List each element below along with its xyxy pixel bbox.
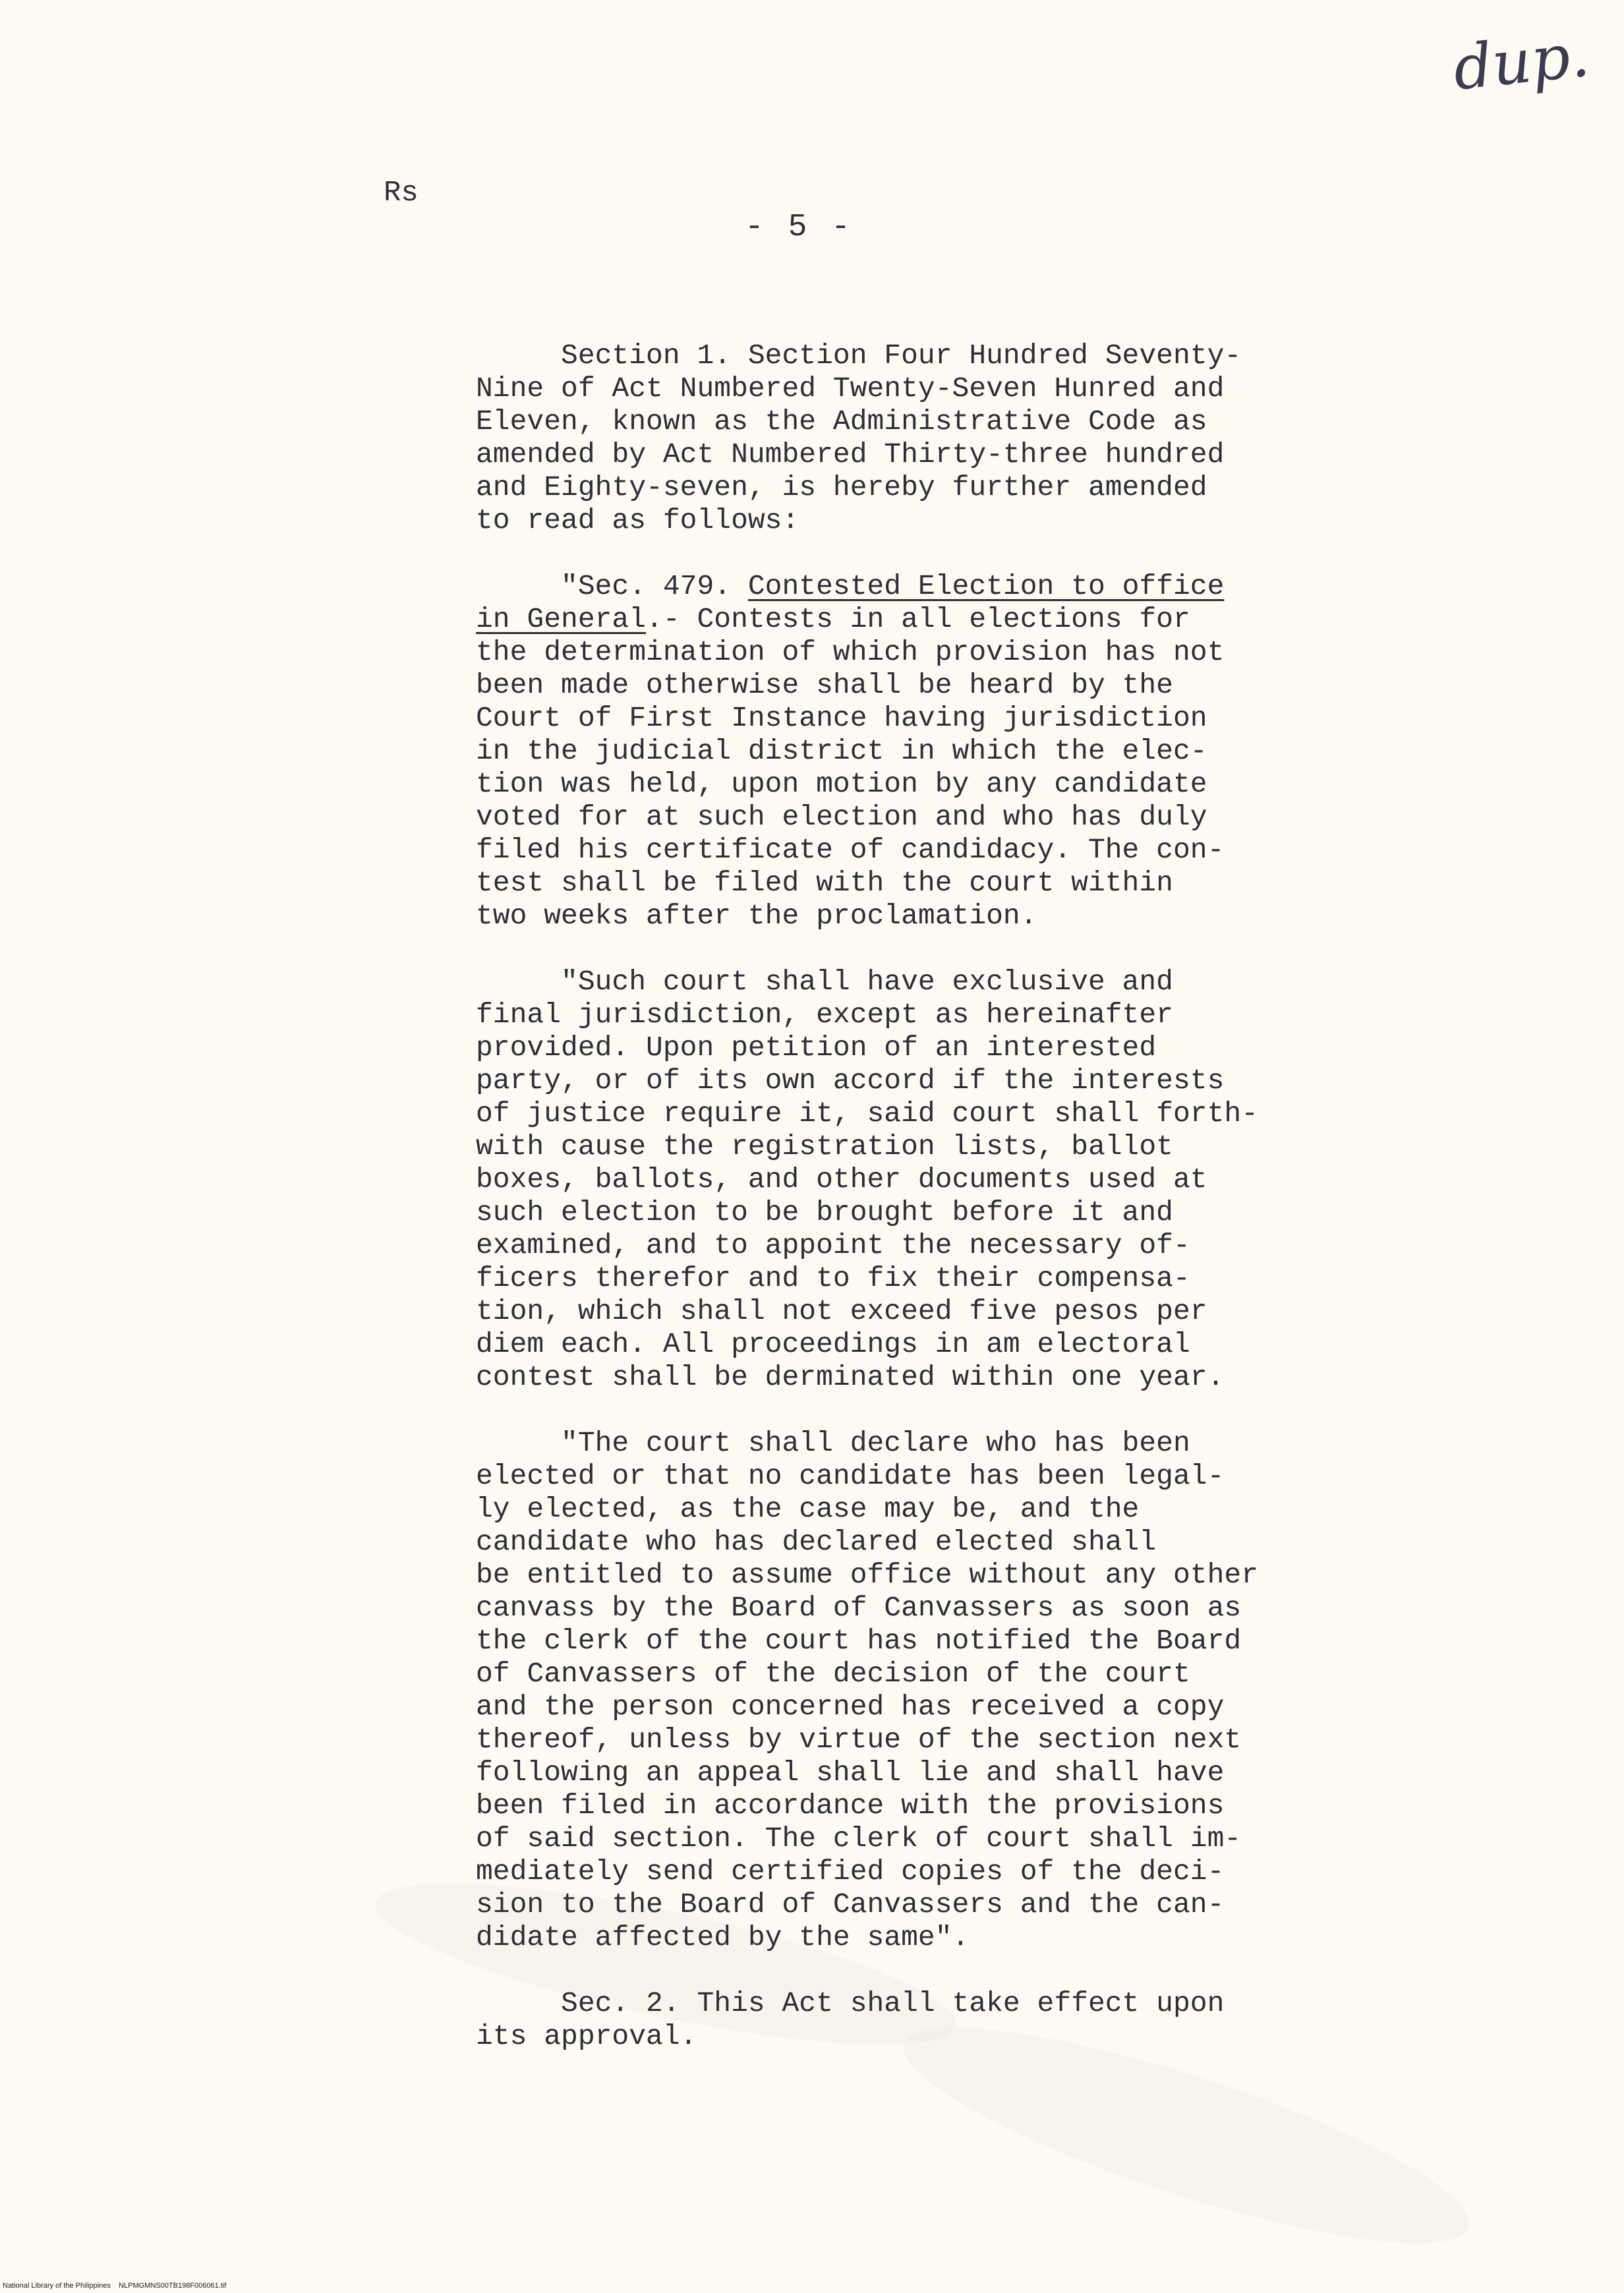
paragraph-court-jurisdiction xyxy=(476,966,1287,1394)
text-line: two weeks after the proclamation. xyxy=(476,900,1037,932)
text-line: diem each. All proceedings in am electoral xyxy=(476,1328,1190,1360)
text-line: provided. Upon petition of an interested xyxy=(476,1031,1157,1064)
text-line: party, or of its own accord if the interests xyxy=(476,1064,1225,1097)
page-number: - 5 - xyxy=(745,210,854,245)
text-line: Sec. 2. This Act shall take effect upon xyxy=(476,1987,1225,2019)
paragraph-court-declaration xyxy=(476,1427,1287,1954)
section-heading: Contested Election to office xyxy=(747,570,1225,602)
paragraph-section-1 xyxy=(476,339,1287,537)
text-line: canvass by the Board of Canvassers as soon as xyxy=(476,1592,1242,1624)
handwritten-note: dup. xyxy=(1449,19,1593,104)
text-line: the determination of which provision has not xyxy=(476,636,1225,668)
text-line: be entitled to assume office without any other xyxy=(476,1559,1258,1591)
text-line: with cause the registration lists, ballot xyxy=(476,1130,1173,1163)
section-heading-continued: in General xyxy=(476,603,647,635)
text-line: sion to the Board of Canvassers and the can- xyxy=(476,1888,1225,1921)
text-line: in the judicial district in which the elec- xyxy=(476,735,1207,767)
text-line: such election to be brought before it and xyxy=(476,1196,1173,1229)
text-line xyxy=(476,603,1287,636)
text-line: elected or that no candidate has been legal- xyxy=(476,1460,1225,1492)
text-line: voted for at such election and who has duly xyxy=(476,801,1207,833)
text-line: Court of First Instance having jurisdiction xyxy=(476,702,1207,734)
text-line: of said section. The clerk of court shall im- xyxy=(476,1822,1242,1855)
text-line: been filed in accordance with the provisions xyxy=(476,1789,1225,1822)
text-line: ly elected, as the case may be, and the xyxy=(476,1493,1140,1525)
text-line: been made otherwise shall be heard by the xyxy=(476,669,1173,701)
text-line: the clerk of the court has notified the Board xyxy=(476,1625,1242,1657)
text-line: mediately send certified copies of the deci- xyxy=(476,1855,1225,1888)
text-line: "The court shall declare who has been xyxy=(476,1427,1190,1459)
archive-footer: National Library of the Philippines NLPMGMNS00TB198F006061.tif xyxy=(3,2282,227,2290)
text-line xyxy=(476,570,1287,603)
text-line: tion was held, upon motion by any candidate xyxy=(476,768,1207,800)
text-line: to read as follows: xyxy=(476,504,799,537)
text-line: of justice require it, said court shall forth- xyxy=(476,1097,1258,1130)
text-line: "Such court shall have exclusive and xyxy=(476,966,1173,998)
text-line: its approval. xyxy=(476,2020,697,2052)
text-line: filed his certificate of candidacy. The con- xyxy=(476,834,1225,866)
paragraph-lines xyxy=(476,636,1287,933)
text-line: boxes, ballots, and other documents used at xyxy=(476,1163,1207,1196)
sec-479-label: "Sec. 479. xyxy=(476,570,748,602)
text-line: Section 1. Section Four Hundred Seventy- xyxy=(476,339,1242,372)
text-line: thereof, unless by virtue of the section next xyxy=(476,1724,1242,1756)
text-line: tion, which shall not exceed five pesos per xyxy=(476,1295,1207,1327)
text-line: examined, and to appoint the necessary of- xyxy=(476,1229,1190,1262)
text-line: following an appeal shall lie and shall have xyxy=(476,1756,1225,1789)
text-line: and Eighty-seven, is hereby further amended xyxy=(476,471,1207,504)
text-line: didate affected by the same". xyxy=(476,1921,970,1954)
text-run: .- Contests in all elections for xyxy=(646,603,1190,635)
text-line: Nine of Act Numbered Twenty-Seven Hunred and xyxy=(476,372,1225,405)
text-line: contest shall be derminated within one year. xyxy=(476,1361,1225,1393)
text-line: Eleven, known as the Administrative Code as xyxy=(476,405,1207,438)
text-line: and the person concerned has received a copy xyxy=(476,1691,1225,1723)
text-line: final jurisdiction, except as hereinafter xyxy=(476,999,1173,1031)
text-line: amended by Act Numbered Thirty-three hundred xyxy=(476,438,1225,471)
document-body xyxy=(476,339,1287,2086)
typist-initials: Rs xyxy=(384,177,419,210)
paragraph-section-2 xyxy=(476,1987,1287,2053)
paragraph-sec-479 xyxy=(476,570,1287,933)
text-line: of Canvassers of the decision of the court xyxy=(476,1658,1190,1690)
text-line: ficers therefor and to fix their compensa- xyxy=(476,1262,1190,1294)
text-line: candidate who has declared elected shall xyxy=(476,1526,1157,1558)
text-line: test shall be filed with the court within xyxy=(476,867,1173,899)
